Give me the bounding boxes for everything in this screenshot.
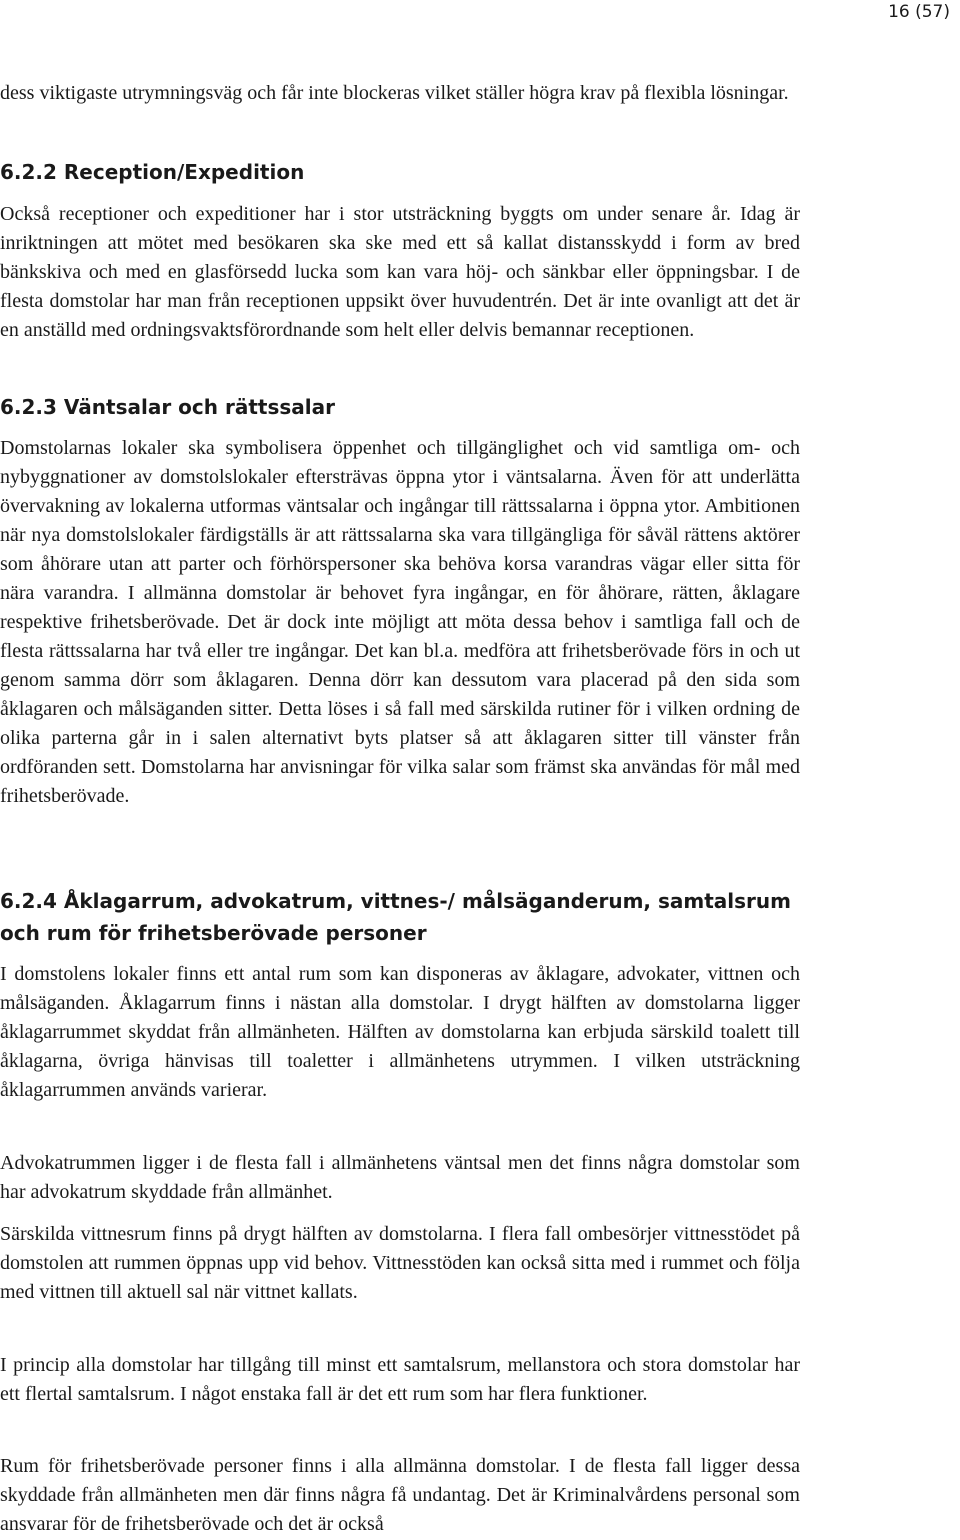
paragraph-continuation: dess viktigaste utrymningsväg och får inte blockeras vilket ställer högra krav på flexibla lösningar. [0, 82, 789, 104]
heading-vantsalar-rattssalar: 6.2.3 Väntsalar och rättssalar [0, 395, 335, 419]
paragraph-frihetsberovade: Rum för frihetsberövade personer finns i alla allmänna domstolar. I de flesta fall ligger dessa skyddade från allmänheten men där finns några få undantag. Det är Kriminalvårdens personal som ansvarar för de frihetsberövade och det är också [0, 1455, 800, 1535]
page-number: 16 (57) [888, 2, 950, 22]
paragraph-vantsalar: Domstolarnas lokaler ska symbolisera öppenhet och tillgänglighet och vid samtliga om- och nybyggnationer av domstolslokaler eftersträvas öppna ytor i väntsalarna. Även för att underlätta övervakning av lokalerna utformas väntsalar och ingångar till rättssalarna i öppna ytor. Ambitionen när nya domstolslokaler färdigställs är att rättssalarna ska vara tillgängliga för såväl rättens aktörer som åhörare utan att parter och förhörspersoner ska behöva korsa varandras vägar eller sitta för nära varandra. I allmänna domstolar är behovet fyra ingångar, en för åhörare, rätten, åklagare respektive frihetsberövade. Det är dock inte möjligt att möta dessa behov i samtliga fall och de flesta rättssalarna har två eller tre ingångar. Det kan bl.a. medföra att frihetsberövade förs in och ut genom samma dörr som åklagaren. Denna dörr kan dessutom vara placerad på den sida som åklagaren och målsäganden sitter. Detta löses i så fall med särskilda rutiner för i vilken ordning de olika parterna går in i salen alternativt byts platser så att åklagaren sitter till vänster från ordföranden sett. Domstolarna har anvisningar för vilka salar som främst ska användas för mål med frihetsberövade. [0, 437, 800, 807]
paragraph-samtalsrum: I princip alla domstolar har tillgång till minst ett samtalsrum, mellanstora och stora domstolar har ett flertal samtalsrum. I något enstaka fall är det ett rum som har flera funktioner. [0, 1354, 800, 1405]
paragraph-reception: Också receptioner och expeditioner har i stor utsträckning byggts om under senare år. Idag är inriktningen att mötet med besökaren ska ske med ett så kallat distansskydd i form av bred bänkskiva och med en glasförsedd lucka som kan vara höj- och sänkbar eller öppningsbar. I de flesta domstolar har man från receptionen uppsikt över huvudentrén. Det är inte ovanligt att det är en anställd med ordningsvaktsförordnande som helt eller delvis bemannar receptionen. [0, 203, 800, 341]
paragraph-aklagarrum: I domstolens lokaler finns ett antal rum som kan disponeras av åklagare, advokater, vittnen och målsäganden. Åklagarrum finns i nästan alla domstolar. I drygt hälften av domstolarna ligger åklagarrummet skyddat från allmänheten. Hälften av domstolarna kan erbjuda särskild toalett till åklagarna, övriga hänvisas till toaletter i allmänhetens utrymmen. I vilken utsträckning åklagarrummen används varierar. [0, 963, 800, 1101]
heading-reception-expedition: 6.2.2 Reception/Expedition [0, 160, 305, 184]
paragraph-advokatrum: Advokatrummen ligger i de flesta fall i allmänhetens väntsal men det finns några domstolar som har advokatrum skyddade från allmänhet. [0, 1152, 800, 1203]
paragraph-vittnesrum: Särskilda vittnesrum finns på drygt hälften av domstolarna. I flera fall ombesörjer vittnesstödet på domstolen att rummen öppnas upp vid behov. Vittnesstöden kan också sitta med i rummet och följa med vittnen till aktuell sal när vittnet kallats. [0, 1223, 800, 1303]
heading-aklagarrum: 6.2.4 Åklagarrum, advokatrum, vittnes-/ målsäganderum, samtalsrum och rum för frihetsberövade personer [0, 889, 791, 945]
